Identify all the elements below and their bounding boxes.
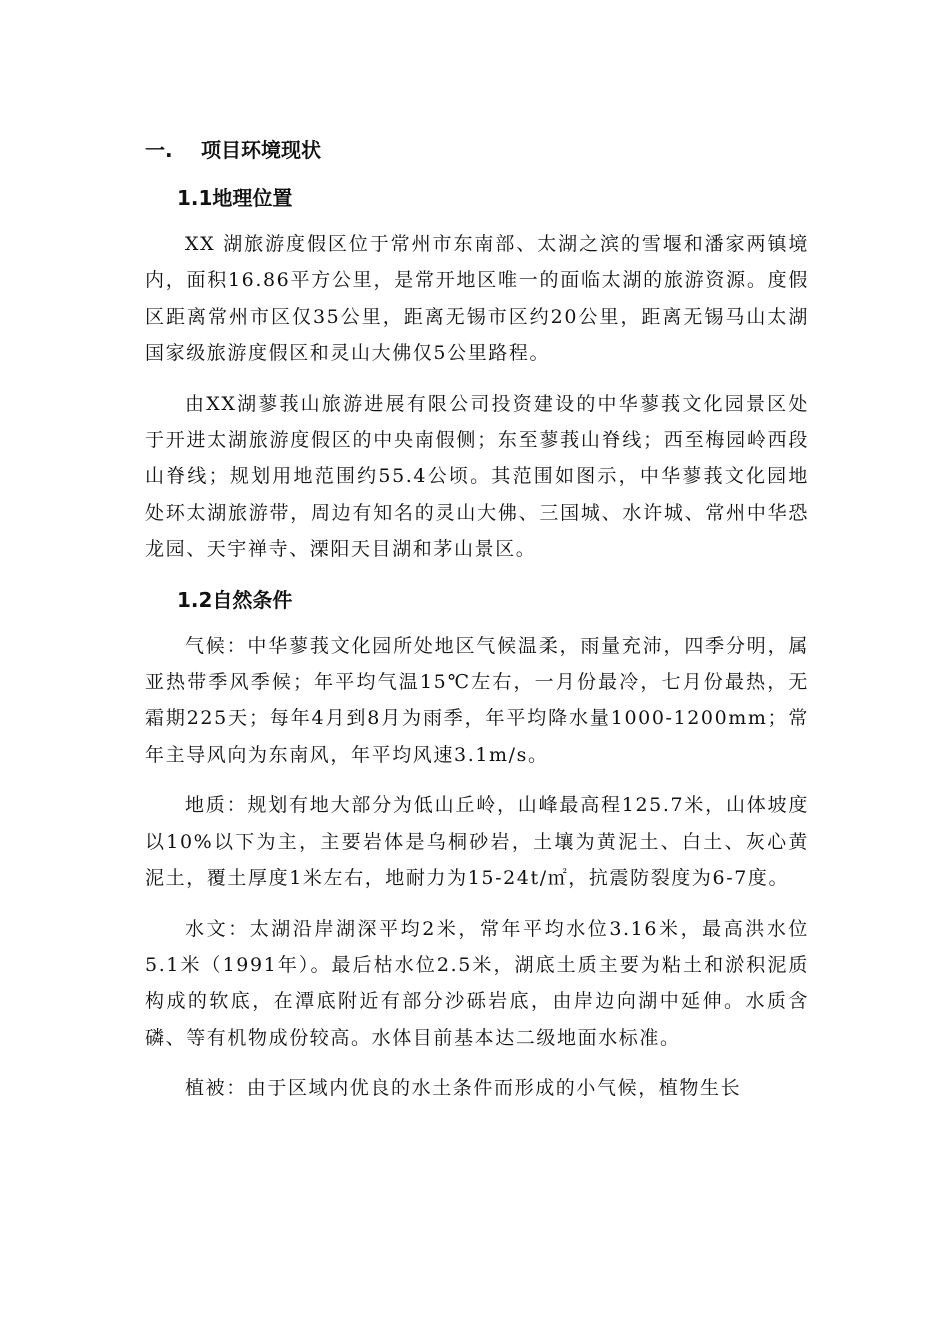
paragraph-climate: 气候：中华蓼莪文化园所处地区气候温柔，雨量充沛，四季分明，属亚热带季风季候；年平均气温15℃左右，一月份最冷，七月份最热，无霜期225天；每年4月到8月为雨季，年平均降水量1000-1200mm；常年主导风向为东南风，年平均风速3.1m/s。 xyxy=(145,634,809,766)
paragraph-scenic-area-extent: 由XX湖蓼莪山旅游进展有限公司投资建设的中华蓼莪文化园景区处于开进太湖旅游度假区的中央南假侧；东至蓼莪山脊线；西至梅园岭西段山脊线；规划用地范围约55.4公顷。其范围如图示，中华蓼莪文化园地处环太湖旅游带，周边有知名的灵山大佛、三国城、水许城、常州中华恐龙园、天宇禅寺、溧阳天目湖和茅山景区。 xyxy=(145,392,809,561)
paragraph-location-overview: XX 湖旅游度假区位于常州市东南部、太湖之滨的雪堰和潘家两镇境内，面积16.86平方公里，是常开地区唯一的面临太湖的旅游资源。度假区距离常州市区仅35公里，距离无锡市区约20公里，距离无锡马山太湖国家级旅游度假区和灵山大佛仅5公里路程。 xyxy=(145,233,809,365)
section-heading xyxy=(145,132,809,168)
paragraph-geology: 地质：规划有地大部分为低山丘岭，山峰最高程125.7米，山体坡度以10%以下为主，主要岩体是乌桐砂岩，土壤为黄泥土、白土、灰心黄泥土，覆土厚度1米左右，地耐力为15-24t/㎡，抗震防裂度为6-7度。 xyxy=(145,794,809,890)
subsection-heading-location: 1.1地理位置 xyxy=(177,186,293,210)
document-body xyxy=(145,132,809,1107)
section-number: 一. xyxy=(145,138,173,162)
paragraph-hydrology: 水文：太湖沿岸湖深平均2米，常年平均水位3.16米，最高洪水位5.1米（1991年）。最后枯水位2.5米，湖底土质主要为粘土和淤积泥质构成的软底，在潭底附近有部分沙砾岩底，由岸边向湖中延伸。水质含磷、等有机物成份较高。水体目前基本达二级地面水标准。 xyxy=(145,917,809,1049)
subsection-heading-natural-conditions: 1.2自然条件 xyxy=(177,587,293,612)
section-title: 项目环境现状 xyxy=(201,138,321,162)
paragraph-vegetation: 植被：由于区域内优良的水土条件而形成的小气候，植物生长 xyxy=(185,1077,742,1100)
